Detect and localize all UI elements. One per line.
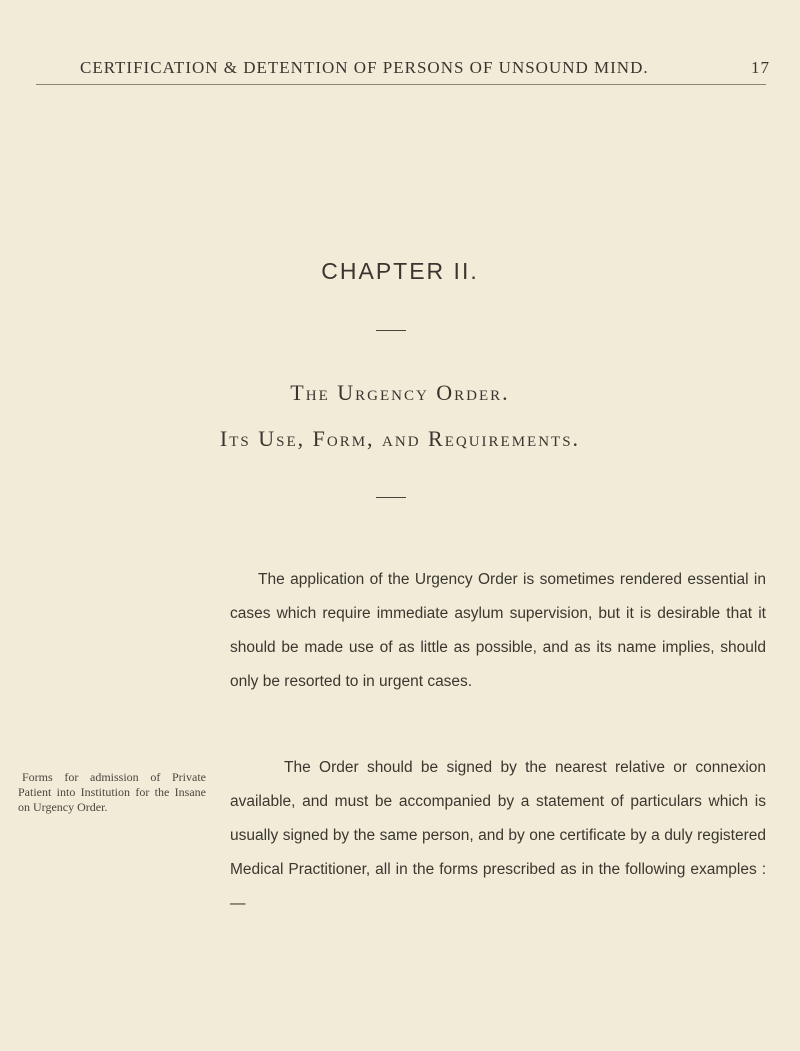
ornamental-rule-bottom [376,497,406,498]
chapter-heading: The Urgency Order. [290,380,510,405]
header-divider [36,84,766,85]
body-paragraph-2: The Order should be signed by the nearest relative or connexion available, and must be accompanied by a statement of particulars which is usually signed by the same person, and by one certificate by a duly registered Medical Practitioner, all in the forms prescribed as in the following examples :— [230,759,766,912]
chapter-label: CHAPTER II. [321,258,479,284]
ornamental-rule-top [376,330,406,331]
page-number: 17 [751,58,770,77]
chapter-subheading: Its Use, Form, and Requirements. [219,426,581,451]
margin-note: Forms for admission of Private Patient into Institution for the Insane on Urgency Order. [18,770,206,814]
body-paragraph-1: The application of the Urgency Order is sometimes rendered essential in cases which require immediate asylum supervision, but it is desirable that it should be made use of as little as possible, and as its name implies, should only be resorted to in urgent cases. [230,571,766,690]
running-head-title: CERTIFICATION & DETENTION OF PERSONS OF UNSOUND MIND. [80,58,649,77]
